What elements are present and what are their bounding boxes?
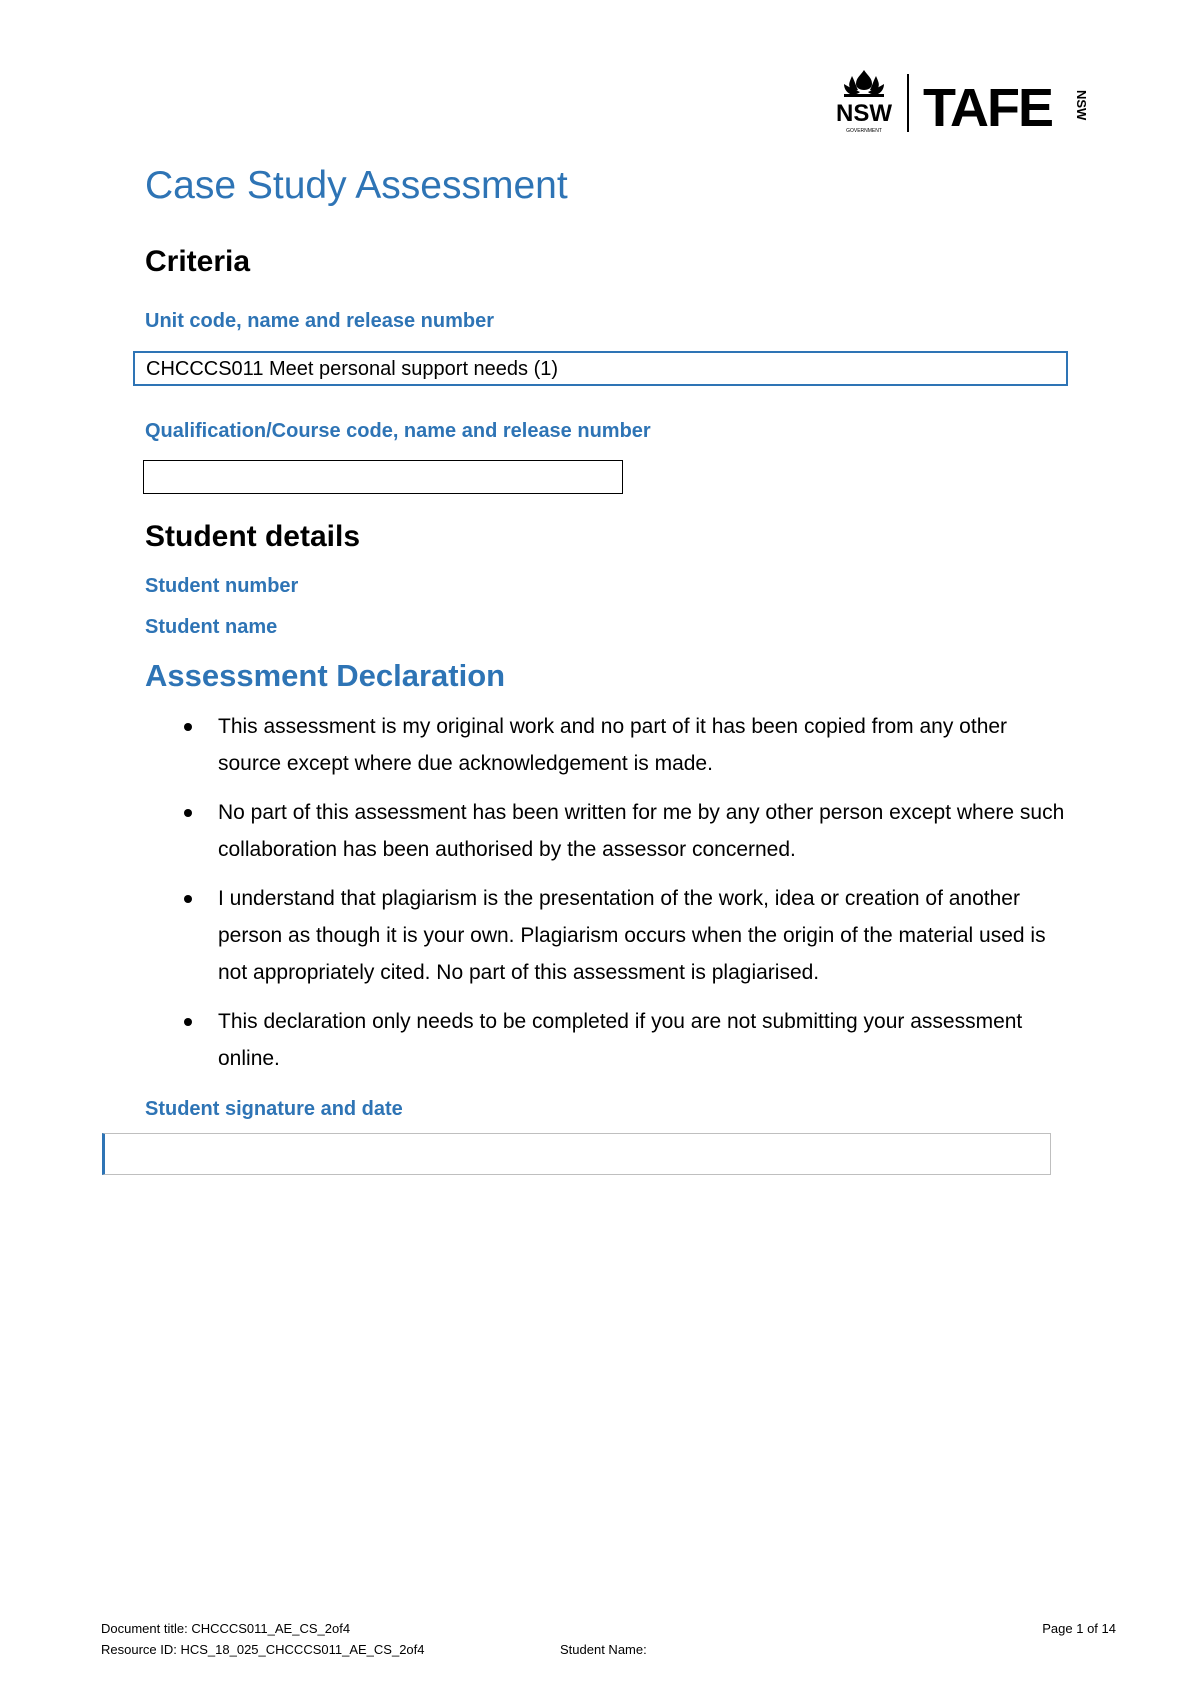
qualification-field[interactable] xyxy=(143,460,623,494)
qualification-label: Qualification/Course code, name and release number xyxy=(145,420,651,442)
bullet-icon xyxy=(184,809,192,817)
signature-label: Student signature and date xyxy=(145,1098,403,1120)
criteria-heading: Criteria xyxy=(145,245,251,278)
bullet-icon xyxy=(184,895,192,903)
student-details-heading: Student details xyxy=(145,520,361,553)
assessment-declaration-heading: Assessment Declaration xyxy=(145,658,506,693)
declaration-text: This declaration only needs to be completed if you are not submitting your assessment online. xyxy=(218,1010,1023,1070)
nsw-logo-text: NSW xyxy=(836,100,892,127)
declaration-item xyxy=(145,880,1065,991)
declaration-text: No part of this assessment has been written for me by any other person except where such collaboration has been authorised by the assessor concerned. xyxy=(218,801,1065,861)
footer-document-title: Document title: CHCCCS011_AE_CS_2of4 xyxy=(101,1621,351,1636)
unit-code-label: Unit code, name and release number xyxy=(145,310,494,332)
declaration-item xyxy=(145,1003,1065,1077)
student-number-label: Student number xyxy=(145,575,299,597)
tafe-nsw-vertical-text: NSW xyxy=(1074,90,1089,121)
nsw-tafe-logo xyxy=(830,68,1090,138)
nsw-government-text: GOVERNMENT xyxy=(846,128,882,134)
student-name-label: Student name xyxy=(145,616,278,638)
declaration-text: This assessment is my original work and no part of it has been copied from any other source except where due acknowledgement is made. xyxy=(218,715,1008,775)
declaration-item xyxy=(145,794,1065,868)
tafe-logo-text: TAFE xyxy=(923,78,1052,138)
logo-divider xyxy=(907,74,909,132)
declaration-text: I understand that plagiarism is the presentation of the work, idea or creation of another person as though it is your own. Plagiarism occurs when the origin of the material used is not appropriately cited. No part of this assessment is plagiarised. xyxy=(218,887,1046,984)
bullet-icon xyxy=(184,723,192,731)
unit-code-field[interactable]: CHCCCS011 Meet personal support needs (1) xyxy=(133,351,1068,386)
bullet-icon xyxy=(184,1018,192,1026)
footer-student-name: Student Name: xyxy=(560,1642,647,1657)
footer-page-number: Page 1 of 14 xyxy=(1042,1621,1116,1636)
footer-resource-id: Resource ID: HCS_18_025_CHCCCS011_AE_CS_2of4 xyxy=(101,1642,425,1657)
signature-date-field[interactable] xyxy=(102,1133,1051,1175)
declaration-list xyxy=(145,708,1065,1089)
page-title: Case Study Assessment xyxy=(145,164,568,207)
waratah-icon xyxy=(844,70,884,97)
declaration-item xyxy=(145,708,1065,782)
